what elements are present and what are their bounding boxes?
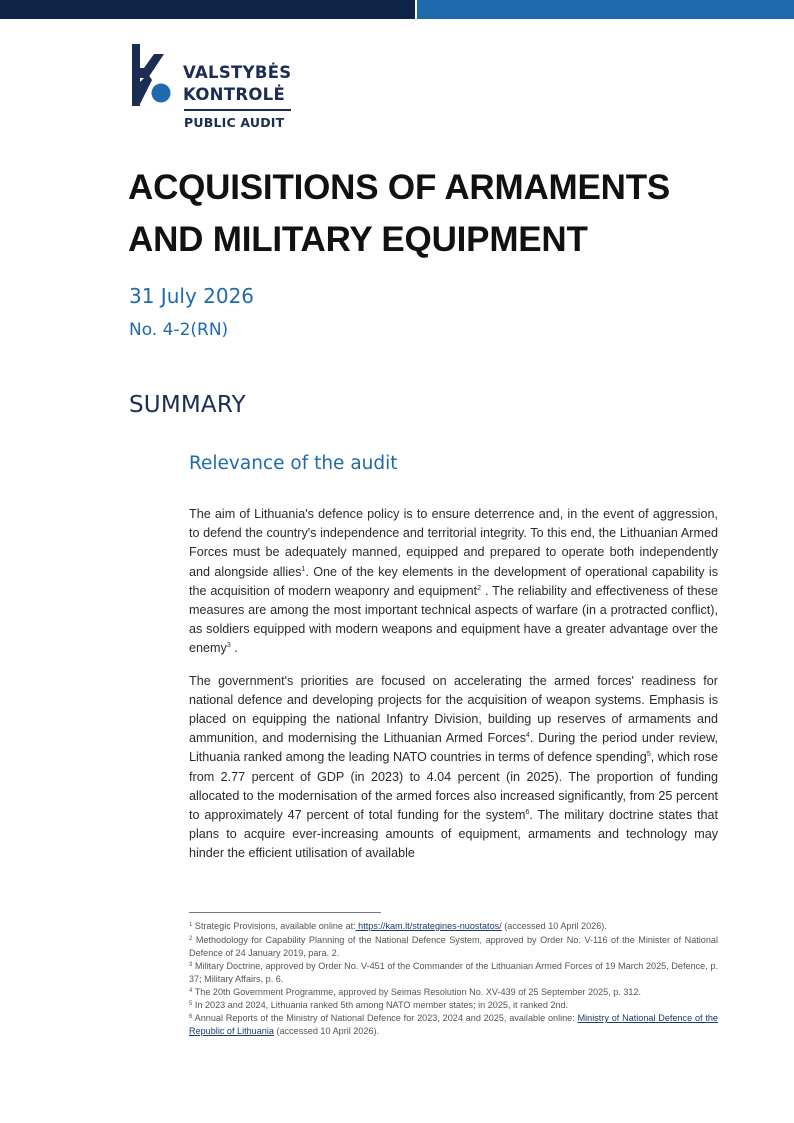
p2-text-1: The government's priorities are focused on accelerating the armed forces' readiness for national defence and developing projects for the acquisition of weapon systems. Emphasis is placed on equipping the national Infantry Division, building up reserves of armaments and ammunition, and modernising the Lithuanian Armed Forces: [189, 673, 718, 746]
subsection-heading: Relevance of the audit: [189, 453, 398, 474]
p2-text-2: . During the period under review, Lithuania ranked among the leading NATO countries in terms of defence spending: [189, 731, 719, 765]
footnote-number: 5: [189, 1001, 193, 1007]
footnote-text: Methodology for Capability Planning of the National Defence System, approved by Order No. V-116 of the Minister of National Defence of 24 January 2019, para. 2.: [189, 935, 719, 958]
footnote-text: (accessed 10 April 2026).: [273, 1026, 380, 1036]
valstybes-kontrole-logo: [130, 44, 310, 134]
footnote-text: Strategic Provisions, available online at:: [194, 921, 356, 931]
footnote-text: (accessed 10 April 2026).: [501, 921, 607, 931]
footnote-number: 1: [189, 922, 193, 928]
report-title: ACQUISITIONS OF ARMAMENTS AND MILITARY EQUIPMENT: [128, 168, 671, 259]
top-color-bar: [0, 0, 794, 19]
paragraph-2: [189, 672, 718, 864]
p2-text-3: , which rose from 2.77 percent of GDP (in 2023) to 4.04 percent (in 2025). The proportion of funding allocated to the modernisation of the armed forces also increased significantly, from 25 percent to approximately 47 percent of total funding for the system: [189, 750, 719, 823]
footnote-ref-1[interactable]: 1: [301, 565, 306, 573]
footnote-ref-2[interactable]: 2: [477, 584, 482, 592]
body-text: [189, 505, 718, 877]
paragraph-1: [189, 505, 718, 659]
report-number: No. 4-2(RN): [129, 320, 229, 340]
p1-text-2: . One of the key elements in the development of operational capability is the acquisition of modern weaponry and equipment: [189, 564, 718, 598]
logo-line-1: VALSTYBĖS: [183, 63, 292, 82]
footnote-divider: [189, 912, 381, 913]
logo-subtitle: PUBLIC AUDIT: [184, 115, 285, 130]
footnote-text: The 20th Government Programme, approved by Seimas Resolution No. XV-439 of 25 September 2025, p. 312.: [194, 987, 642, 997]
footnote-ref-6[interactable]: 6: [525, 809, 530, 817]
footnote-number: 2: [189, 936, 193, 942]
footnote-4: [189, 986, 718, 999]
footnote-3: [189, 960, 718, 986]
footnote-number: 6: [189, 1014, 193, 1020]
footnote-link[interactable]: https://kam.lt/strategines-nuostatos/: [355, 921, 502, 931]
top-bar-light-segment: [417, 0, 794, 19]
footnote-ref-3[interactable]: 3: [226, 642, 231, 650]
footnote-2: [189, 934, 718, 960]
footnote-text: Annual Reports of the Ministry of National Defence for 2023, 2024 and 2025, available online:: [194, 1013, 578, 1023]
footnote-6: [189, 1012, 718, 1038]
footnote-ref-4[interactable]: 4: [526, 732, 530, 740]
p1-text-4: .: [234, 641, 238, 656]
logo-line-2: KONTROLĖ: [183, 85, 286, 104]
footnote-1: [189, 920, 718, 933]
footnote-5: [189, 999, 718, 1012]
p1-text-1: The aim of Lithuania's defence policy is to ensure deterrence and, in the event of aggression, to defend the country's independence and territorial integrity. To this end, the Lithuanian Armed Forces must be adequately manned, equipped and prepared to operate both independently and alongside allies: [189, 507, 718, 579]
footnote-link[interactable]: Ministry of National Defence of the Republic of Lithuania: [189, 1013, 718, 1036]
footnote-text: Military Doctrine, approved by Order No. V-451 of the Commander of the Lithuanian Armed Forces of 19 March 2025, Defence, p. 37; Military Affairs, p. 6.: [189, 961, 718, 984]
report-date: 31 July 2026: [129, 284, 255, 308]
logo-k-mark-icon: [130, 44, 176, 106]
section-heading: SUMMARY: [129, 392, 246, 418]
footnote-ref-5[interactable]: 5: [646, 751, 651, 759]
top-bar-dark-segment: [0, 0, 415, 19]
footnote-text: In 2023 and 2024, Lithuania ranked 5th among NATO member states; in 2025, it ranked 2nd.: [194, 1000, 569, 1010]
footnote-number: 4: [189, 988, 193, 994]
logo-divider: [184, 109, 291, 111]
p1-text-3: . The reliability and effectiveness of these measures are among the most important technical aspects of warfare (in a protracted conflict), as soldiers equipped with modern weapons and equipment have a greater advantage over the enemy: [189, 583, 718, 656]
footnote-number: 3: [189, 962, 193, 968]
p2-text-4: . The military doctrine states that plans to acquire ever-increasing amounts of equipment, armaments and technology may hinder the efficient utilisation of available: [189, 808, 718, 861]
footnotes: [189, 920, 718, 1038]
